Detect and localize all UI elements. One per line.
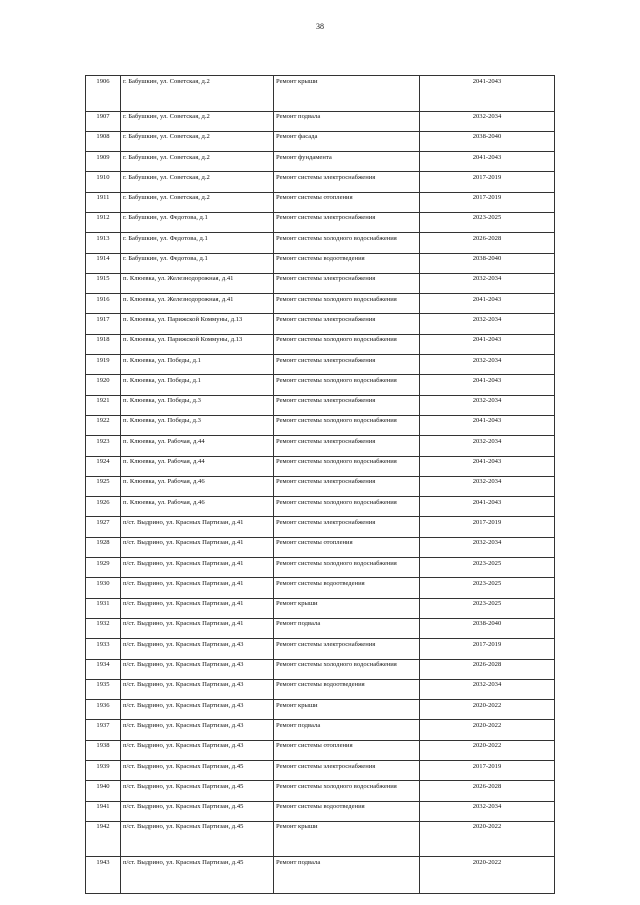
work-type-cell: Ремонт системы электроснабжения xyxy=(274,212,420,232)
table-row xyxy=(86,618,555,638)
table-row xyxy=(86,233,555,253)
period-cell: 2020-2022 xyxy=(420,821,555,857)
address-cell: г. Бабушкин, ул. Федотова, д.1 xyxy=(121,253,274,273)
period-cell: 2023-2025 xyxy=(420,558,555,578)
address-cell: п. Клюевка, ул. Железнодорожная, д.41 xyxy=(121,273,274,293)
work-type-cell: Ремонт фундамента xyxy=(274,152,420,172)
row-number-cell: 1936 xyxy=(86,700,121,720)
address-cell: п/ст. Выдрино, ул. Красных Партизан, д.45 xyxy=(121,821,274,857)
period-cell: 2023-2025 xyxy=(420,598,555,618)
period-cell: 2026-2028 xyxy=(420,781,555,801)
period-cell: 2032-2034 xyxy=(420,801,555,821)
table-row xyxy=(86,497,555,517)
address-cell: п/ст. Выдрино, ул. Красных Партизан, д.43 xyxy=(121,720,274,740)
address-cell: п. Клюевка, ул. Победы, д.1 xyxy=(121,375,274,395)
work-type-cell: Ремонт системы холодного водоснабжения xyxy=(274,375,420,395)
table-row xyxy=(86,172,555,192)
period-cell: 2020-2022 xyxy=(420,857,555,894)
table-row xyxy=(86,801,555,821)
period-cell: 2017-2019 xyxy=(420,172,555,192)
period-cell: 2032-2034 xyxy=(420,314,555,334)
work-type-cell: Ремонт системы электроснабжения xyxy=(274,639,420,659)
address-cell: п. Клюевка, ул. Рабочая, д.46 xyxy=(121,497,274,517)
period-cell: 2041-2043 xyxy=(420,415,555,435)
table-row xyxy=(86,700,555,720)
period-cell: 2041-2043 xyxy=(420,152,555,172)
address-cell: п. Клюевка, ул. Парижской Коммуны, д.13 xyxy=(121,334,274,354)
work-type-cell: Ремонт крыши xyxy=(274,700,420,720)
table-row xyxy=(86,476,555,496)
row-number-cell: 1935 xyxy=(86,679,121,699)
period-cell: 2038-2040 xyxy=(420,253,555,273)
table-row xyxy=(86,740,555,760)
address-cell: п/ст. Выдрино, ул. Красных Партизан, д.43 xyxy=(121,679,274,699)
address-cell: п/ст. Выдрино, ул. Красных Партизан, д.43 xyxy=(121,639,274,659)
work-type-cell: Ремонт системы отопления xyxy=(274,537,420,557)
row-number-cell: 1918 xyxy=(86,334,121,354)
table-row xyxy=(86,517,555,537)
work-type-cell: Ремонт системы водоотведения xyxy=(274,578,420,598)
table-row xyxy=(86,821,555,857)
work-type-cell: Ремонт системы холодного водоснабжения xyxy=(274,781,420,801)
row-number-cell: 1928 xyxy=(86,537,121,557)
row-number-cell: 1927 xyxy=(86,517,121,537)
work-type-cell: Ремонт фасада xyxy=(274,131,420,151)
period-cell: 2032-2034 xyxy=(420,395,555,415)
address-cell: п/ст. Выдрино, ул. Красных Партизан, д.41 xyxy=(121,517,274,537)
work-type-cell: Ремонт системы холодного водоснабжения xyxy=(274,233,420,253)
row-number-cell: 1906 xyxy=(86,76,121,112)
address-cell: п. Клюевка, ул. Победы, д.3 xyxy=(121,415,274,435)
row-number-cell: 1907 xyxy=(86,111,121,131)
work-type-cell: Ремонт крыши xyxy=(274,598,420,618)
row-number-cell: 1937 xyxy=(86,720,121,740)
address-cell: п/ст. Выдрино, ул. Красных Партизан, д.41 xyxy=(121,618,274,638)
address-cell: п. Клюевка, ул. Рабочая, д.46 xyxy=(121,476,274,496)
address-cell: п. Клюевка, ул. Рабочая, д.44 xyxy=(121,456,274,476)
period-cell: 2023-2025 xyxy=(420,212,555,232)
row-number-cell: 1925 xyxy=(86,476,121,496)
repair-schedule-table xyxy=(85,75,555,894)
address-cell: п/ст. Выдрино, ул. Красных Партизан, д.43 xyxy=(121,740,274,760)
work-type-cell: Ремонт системы холодного водоснабжения xyxy=(274,456,420,476)
work-type-cell: Ремонт системы электроснабжения xyxy=(274,314,420,334)
address-cell: п/ст. Выдрино, ул. Красных Партизан, д.43 xyxy=(121,659,274,679)
work-type-cell: Ремонт системы водоотведения xyxy=(274,253,420,273)
table-row xyxy=(86,131,555,151)
row-number-cell: 1933 xyxy=(86,639,121,659)
period-cell: 2041-2043 xyxy=(420,375,555,395)
row-number-cell: 1919 xyxy=(86,355,121,375)
row-number-cell: 1916 xyxy=(86,294,121,314)
work-type-cell: Ремонт системы холодного водоснабжения xyxy=(274,334,420,354)
period-cell: 2020-2022 xyxy=(420,740,555,760)
address-cell: п/ст. Выдрино, ул. Красных Партизан, д.41 xyxy=(121,537,274,557)
work-type-cell: Ремонт системы водоотведения xyxy=(274,801,420,821)
address-cell: п/ст. Выдрино, ул. Красных Партизан, д.45 xyxy=(121,857,274,894)
table-row xyxy=(86,355,555,375)
period-cell: 2026-2028 xyxy=(420,233,555,253)
table-row xyxy=(86,558,555,578)
period-cell: 2041-2043 xyxy=(420,294,555,314)
address-cell: п. Клюевка, ул. Железнодорожная, д.41 xyxy=(121,294,274,314)
table-row xyxy=(86,598,555,618)
work-type-cell: Ремонт системы электроснабжения xyxy=(274,395,420,415)
period-cell: 2017-2019 xyxy=(420,192,555,212)
work-type-cell: Ремонт системы электроснабжения xyxy=(274,436,420,456)
table-row xyxy=(86,253,555,273)
table-row xyxy=(86,578,555,598)
row-number-cell: 1938 xyxy=(86,740,121,760)
address-cell: п/ст. Выдрино, ул. Красных Партизан, д.41 xyxy=(121,578,274,598)
work-type-cell: Ремонт системы электроснабжения xyxy=(274,273,420,293)
table-row xyxy=(86,857,555,894)
work-type-cell: Ремонт подвала xyxy=(274,720,420,740)
table-row xyxy=(86,679,555,699)
period-cell: 2032-2034 xyxy=(420,436,555,456)
period-cell: 2032-2034 xyxy=(420,537,555,557)
table-row xyxy=(86,212,555,232)
table-row xyxy=(86,111,555,131)
table-row xyxy=(86,294,555,314)
period-cell: 2032-2034 xyxy=(420,111,555,131)
row-number-cell: 1920 xyxy=(86,375,121,395)
row-number-cell: 1942 xyxy=(86,821,121,857)
row-number-cell: 1924 xyxy=(86,456,121,476)
table-row xyxy=(86,314,555,334)
period-cell: 2032-2034 xyxy=(420,679,555,699)
table-row xyxy=(86,720,555,740)
work-type-cell: Ремонт системы отопления xyxy=(274,192,420,212)
work-type-cell: Ремонт системы водоотведения xyxy=(274,679,420,699)
row-number-cell: 1908 xyxy=(86,131,121,151)
row-number-cell: 1921 xyxy=(86,395,121,415)
row-number-cell: 1934 xyxy=(86,659,121,679)
address-cell: п. Клюевка, ул. Парижской Коммуны, д.13 xyxy=(121,314,274,334)
work-type-cell: Ремонт системы холодного водоснабжения xyxy=(274,659,420,679)
table-row xyxy=(86,192,555,212)
period-cell: 2041-2043 xyxy=(420,334,555,354)
row-number-cell: 1914 xyxy=(86,253,121,273)
page-number: 38 xyxy=(316,22,324,31)
table-row xyxy=(86,761,555,781)
period-cell: 2020-2022 xyxy=(420,700,555,720)
address-cell: п/ст. Выдрино, ул. Красных Партизан, д.45 xyxy=(121,801,274,821)
table-row xyxy=(86,273,555,293)
row-number-cell: 1911 xyxy=(86,192,121,212)
table-row xyxy=(86,781,555,801)
address-cell: г. Бабушкин, ул. Советская, д.2 xyxy=(121,131,274,151)
row-number-cell: 1926 xyxy=(86,497,121,517)
period-cell: 2017-2019 xyxy=(420,517,555,537)
table-row xyxy=(86,415,555,435)
table-row xyxy=(86,537,555,557)
work-type-cell: Ремонт системы электроснабжения xyxy=(274,355,420,375)
period-cell: 2032-2034 xyxy=(420,355,555,375)
address-cell: г. Бабушкин, ул. Советская, д.2 xyxy=(121,152,274,172)
period-cell: 2041-2043 xyxy=(420,76,555,112)
row-number-cell: 1910 xyxy=(86,172,121,192)
row-number-cell: 1913 xyxy=(86,233,121,253)
work-type-cell: Ремонт системы электроснабжения xyxy=(274,476,420,496)
period-cell: 2032-2034 xyxy=(420,476,555,496)
period-cell: 2023-2025 xyxy=(420,578,555,598)
work-type-cell: Ремонт системы холодного водоснабжения xyxy=(274,497,420,517)
address-cell: г. Бабушкин, ул. Советская, д.2 xyxy=(121,172,274,192)
row-number-cell: 1922 xyxy=(86,415,121,435)
address-cell: г. Бабушкин, ул. Федотова, д.1 xyxy=(121,233,274,253)
table-row xyxy=(86,375,555,395)
address-cell: г. Бабушкин, ул. Советская, д.2 xyxy=(121,192,274,212)
period-cell: 2041-2043 xyxy=(420,456,555,476)
address-cell: п. Клюевка, ул. Победы, д.1 xyxy=(121,355,274,375)
row-number-cell: 1930 xyxy=(86,578,121,598)
row-number-cell: 1940 xyxy=(86,781,121,801)
work-type-cell: Ремонт крыши xyxy=(274,821,420,857)
work-type-cell: Ремонт крыши xyxy=(274,76,420,112)
table-body xyxy=(86,76,555,894)
row-number-cell: 1923 xyxy=(86,436,121,456)
period-cell: 2017-2019 xyxy=(420,761,555,781)
work-type-cell: Ремонт системы электроснабжения xyxy=(274,517,420,537)
period-cell: 2038-2040 xyxy=(420,131,555,151)
address-cell: п/ст. Выдрино, ул. Красных Партизан, д.41 xyxy=(121,598,274,618)
table-row xyxy=(86,152,555,172)
row-number-cell: 1912 xyxy=(86,212,121,232)
address-cell: г. Бабушкин, ул. Федотова, д.1 xyxy=(121,212,274,232)
row-number-cell: 1932 xyxy=(86,618,121,638)
address-cell: п/ст. Выдрино, ул. Красных Партизан, д.45 xyxy=(121,781,274,801)
row-number-cell: 1909 xyxy=(86,152,121,172)
work-type-cell: Ремонт подвала xyxy=(274,618,420,638)
table-row xyxy=(86,659,555,679)
period-cell: 2020-2022 xyxy=(420,720,555,740)
period-cell: 2038-2040 xyxy=(420,618,555,638)
address-cell: г. Бабушкин, ул. Советская, д.2 xyxy=(121,111,274,131)
table-row xyxy=(86,334,555,354)
row-number-cell: 1939 xyxy=(86,761,121,781)
row-number-cell: 1929 xyxy=(86,558,121,578)
period-cell: 2017-2019 xyxy=(420,639,555,659)
row-number-cell: 1941 xyxy=(86,801,121,821)
work-type-cell: Ремонт системы отопления xyxy=(274,740,420,760)
row-number-cell: 1915 xyxy=(86,273,121,293)
work-type-cell: Ремонт подвала xyxy=(274,857,420,894)
row-number-cell: 1917 xyxy=(86,314,121,334)
period-cell: 2026-2028 xyxy=(420,659,555,679)
address-cell: п/ст. Выдрино, ул. Красных Партизан, д.43 xyxy=(121,700,274,720)
table-row xyxy=(86,76,555,112)
period-cell: 2032-2034 xyxy=(420,273,555,293)
address-cell: г. Бабушкин, ул. Советская, д.2 xyxy=(121,76,274,112)
row-number-cell: 1931 xyxy=(86,598,121,618)
address-cell: п/ст. Выдрино, ул. Красных Партизан, д.45 xyxy=(121,761,274,781)
work-type-cell: Ремонт системы холодного водоснабжения xyxy=(274,415,420,435)
address-cell: п/ст. Выдрино, ул. Красных Партизан, д.41 xyxy=(121,558,274,578)
work-type-cell: Ремонт подвала xyxy=(274,111,420,131)
table-row xyxy=(86,456,555,476)
row-number-cell: 1943 xyxy=(86,857,121,894)
work-type-cell: Ремонт системы электроснабжения xyxy=(274,761,420,781)
work-type-cell: Ремонт системы электроснабжения xyxy=(274,172,420,192)
period-cell: 2041-2043 xyxy=(420,497,555,517)
table-row xyxy=(86,639,555,659)
table-row xyxy=(86,395,555,415)
address-cell: п. Клюевка, ул. Рабочая, д.44 xyxy=(121,436,274,456)
work-type-cell: Ремонт системы холодного водоснабжения xyxy=(274,558,420,578)
work-type-cell: Ремонт системы холодного водоснабжения xyxy=(274,294,420,314)
table-row xyxy=(86,436,555,456)
address-cell: п. Клюевка, ул. Победы, д.3 xyxy=(121,395,274,415)
